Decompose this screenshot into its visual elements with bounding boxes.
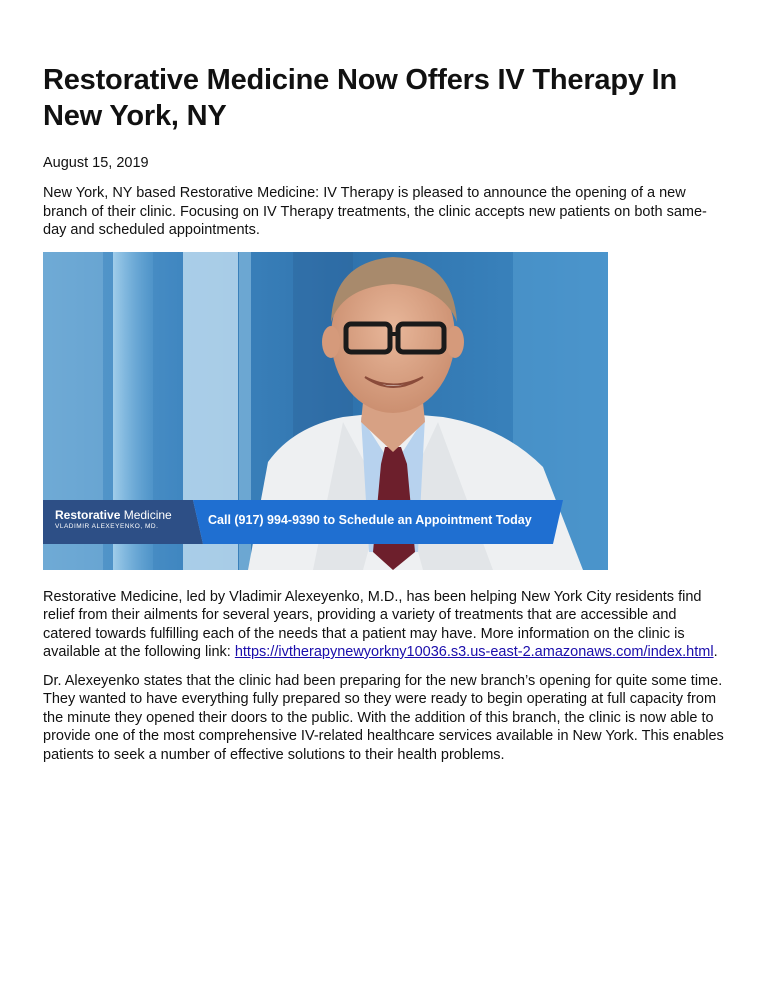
banner-logo xyxy=(55,508,195,532)
article xyxy=(43,62,725,764)
banner-brand-bold: Restorative xyxy=(55,507,121,522)
intro-paragraph: New York, NY based Restorative Medicine: IV Therapy is pleased to announce the opening of a new branch of their clinic. Focusing on IV Therapy treatments, the clinic accepts new patients on both same-day and scheduled appointments. xyxy=(43,185,707,238)
photo-banner xyxy=(43,500,608,544)
banner-doctor-name: VLADIMIR ALEXEYENKO, MD. xyxy=(55,522,159,530)
banner-brand-light: Medicine xyxy=(120,507,172,522)
body-paragraph-2: Dr. Alexeyenko states that the clinic had been preparing for the new branch’s opening for quite some time. They wanted to have everything fully prepared so they were ready to begin operating at full capacity from the minute they opened their doors to the public. With the addition of this branch, the clinic is now able to provide one of the most comprehensive IV-related healthcare services available in New York. This enables patients to seek a number of effective solutions to their health problems. xyxy=(43,672,724,763)
article-date: August 15, 2019 xyxy=(43,155,149,171)
doctor-photo xyxy=(43,252,608,570)
banner-call-to-action: Call (917) 994-9390 to Schedule an Appointment Today xyxy=(208,512,532,527)
paragraph-1-end: . xyxy=(713,644,718,660)
article-title: Restorative Medicine Now Offers IV Therapy In New York, NY xyxy=(43,64,677,132)
clinic-link[interactable]: https://ivtherapynewyorkny10036.s3.us-east-2.amazonaws.com/index.html xyxy=(234,644,714,660)
body-paragraph-1 xyxy=(43,588,725,662)
paragraph-1-text: Restorative Medicine, led by Vladimir Alexeyenko, M.D., has been helping New York City residents find relief from their ailments for several years, providing a variety of treatments that are accessible and catered towards fulfilling each of the needs that a patient may have. More information on the clinic is available at the following link: xyxy=(43,588,702,660)
